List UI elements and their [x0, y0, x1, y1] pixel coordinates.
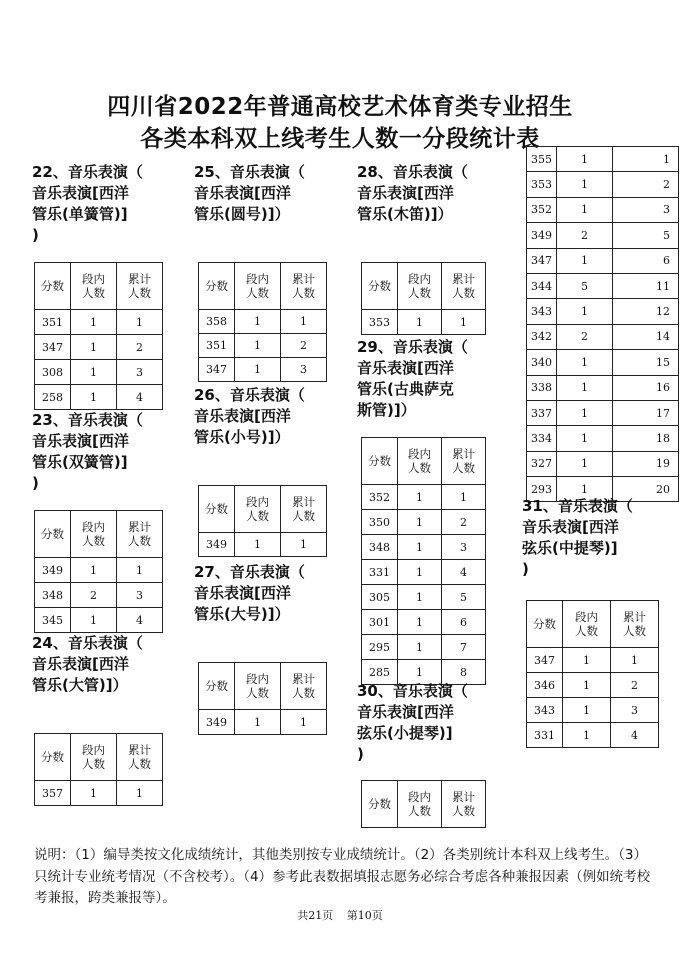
- section-heading-s27: [194, 562, 305, 625]
- section-heading-line: 24、音乐表演（: [32, 634, 143, 652]
- section-heading-line: 音乐表演[西洋: [522, 518, 619, 536]
- score-cell: 331: [527, 723, 563, 748]
- cumulative-count-cell: 2: [613, 172, 679, 197]
- table-row: [527, 248, 679, 273]
- table-row: [527, 426, 679, 451]
- cumulative-count-cell: 1: [117, 558, 163, 583]
- cumulative-count-cell: 6: [613, 248, 679, 273]
- segment-count-cell: 1: [398, 585, 442, 610]
- segment-count-cell: 1: [398, 635, 442, 660]
- cumulative-count-cell: 1: [442, 310, 486, 335]
- cumulative-count-cell: 1: [117, 781, 163, 806]
- section-heading-line: 音乐表演[西洋: [194, 184, 291, 202]
- table-row: [362, 310, 486, 335]
- segment-count-cell: 5: [557, 273, 613, 298]
- table-row: [199, 533, 327, 557]
- header-score: 分数: [35, 263, 71, 310]
- cumulative-count-cell: 1: [442, 485, 486, 510]
- score-cell: 353: [527, 172, 557, 197]
- table-row: [527, 223, 679, 248]
- table-row: [527, 400, 679, 425]
- segment-count-cell: 1: [557, 451, 613, 476]
- table-header-row: [35, 734, 163, 781]
- header-segment: 段内 人数: [398, 263, 442, 310]
- page-number: [0, 907, 680, 923]
- table-header-row: [199, 663, 327, 710]
- score-cell: 348: [35, 583, 71, 608]
- section-heading-line: 23、音乐表演（: [32, 411, 143, 429]
- section-heading-line: ): [357, 745, 364, 763]
- section-heading-line: 31、音乐表演（: [522, 497, 633, 515]
- header-score: 分数: [362, 263, 398, 310]
- table-row: [35, 608, 163, 633]
- cumulative-count-cell: 18: [613, 426, 679, 451]
- score-table-s28: [361, 262, 486, 335]
- cumulative-count-cell: 3: [613, 197, 679, 222]
- cumulative-count-cell: 5: [613, 223, 679, 248]
- cumulative-count-cell: 16: [613, 375, 679, 400]
- header-cumulative: 累计 人数: [117, 734, 163, 781]
- table-row: [527, 147, 679, 172]
- segment-count-cell: 1: [235, 310, 281, 334]
- section-heading-s31: [522, 496, 633, 580]
- section-heading-s23: [32, 410, 143, 494]
- table-row: [527, 723, 659, 748]
- score-cell: 358: [199, 310, 235, 334]
- segment-count-cell: 1: [398, 310, 442, 335]
- segment-count-cell: 1: [235, 533, 281, 557]
- score-cell: 340: [527, 350, 557, 375]
- segment-count-cell: 1: [398, 560, 442, 585]
- score-cell: 293: [527, 477, 557, 502]
- segment-count-cell: 1: [563, 698, 611, 723]
- cumulative-count-cell: 3: [281, 358, 327, 382]
- segment-count-cell: 1: [557, 375, 613, 400]
- footnote: 说明：（1）编导类按文化成绩统计，其他类别按专业成绩统计。（2）各类别统计本科双上线考生。（3）只统计专业统考情况（不含校考）。（4）参考此表数据填报志愿务必综合考虑各种兼报因素（例如统考校考兼报，跨类兼报等）。: [34, 847, 651, 906]
- table-header-row: [527, 601, 659, 648]
- segment-count-cell: 1: [557, 172, 613, 197]
- table-row: [35, 335, 163, 360]
- table-header-row: [362, 781, 486, 828]
- header-cumulative: 累计 人数: [442, 438, 486, 485]
- cumulative-count-cell: 3: [442, 535, 486, 560]
- table-row: [527, 375, 679, 400]
- cumulative-count-cell: 4: [442, 560, 486, 585]
- table-row: [35, 360, 163, 385]
- score-table-s23: [34, 510, 163, 633]
- score-cell: 352: [527, 197, 557, 222]
- table-header-row: [35, 263, 163, 310]
- section-heading-line: 管乐(大号)]）: [194, 605, 290, 623]
- table-header-row: [362, 263, 486, 310]
- section-heading-line: 管乐(双簧管)]: [32, 453, 128, 471]
- header-score: 分数: [199, 486, 235, 533]
- section-heading-line: 28、音乐表演（: [357, 163, 468, 181]
- segment-count-cell: 1: [557, 248, 613, 273]
- header-cumulative: 累计 人数: [117, 263, 163, 310]
- score-table-s26: [198, 485, 327, 557]
- section-heading-line: 管乐(圆号)]）: [194, 205, 290, 223]
- section-heading-line: 弦乐(中提琴)]: [522, 539, 618, 557]
- table-row: [199, 710, 327, 735]
- section-heading-line: 25、音乐表演（: [194, 163, 305, 181]
- segment-count-cell: 1: [557, 299, 613, 324]
- header-cumulative: 累计 人数: [442, 263, 486, 310]
- score-cell: 305: [362, 585, 398, 610]
- section-heading-s26: [194, 385, 305, 448]
- segment-count-cell: 1: [398, 510, 442, 535]
- header-score: 分数: [199, 663, 235, 710]
- segment-count-cell: 1: [557, 477, 613, 502]
- section-heading-line: ): [32, 226, 39, 244]
- score-table-s24: [34, 733, 163, 806]
- table-row: [35, 583, 163, 608]
- table-row: [362, 560, 486, 585]
- table-row: [527, 197, 679, 222]
- score-cell: 349: [199, 710, 235, 735]
- section-heading-s22: [32, 162, 143, 246]
- score-cell: 342: [527, 324, 557, 349]
- score-cell: 258: [35, 385, 71, 410]
- segment-count-cell: 1: [398, 485, 442, 510]
- score-cell: 344: [527, 273, 557, 298]
- table-row: [199, 334, 327, 358]
- cumulative-count-cell: 1: [281, 310, 327, 334]
- score-cell: 334: [527, 426, 557, 451]
- cumulative-count-cell: 5: [442, 585, 486, 610]
- section-heading-s25: [194, 162, 305, 225]
- cumulative-count-cell: 17: [613, 400, 679, 425]
- table-row: [362, 510, 486, 535]
- header-segment: 段内 人数: [71, 263, 117, 310]
- score-table-s27: [198, 662, 327, 735]
- score-cell: 308: [35, 360, 71, 385]
- section-heading-s28: [357, 162, 468, 225]
- score-table-s30: [361, 780, 486, 828]
- section-heading-line: 音乐表演[西洋: [32, 655, 129, 673]
- section-heading-line: 26、音乐表演（: [194, 386, 305, 404]
- cumulative-count-cell: 8: [442, 660, 486, 685]
- segment-count-cell: 2: [557, 324, 613, 349]
- table-row: [527, 698, 659, 723]
- section-heading-line: 29、音乐表演（: [357, 338, 468, 356]
- segment-count-cell: 1: [557, 350, 613, 375]
- section-heading-s30: [357, 681, 468, 765]
- score-cell: 357: [35, 781, 71, 806]
- cumulative-count-cell: 1: [611, 648, 659, 673]
- table-row: [199, 310, 327, 334]
- score-table-s31: [526, 600, 659, 748]
- page-total: 共21页: [297, 909, 334, 922]
- table-row: [362, 485, 486, 510]
- table-row: [527, 648, 659, 673]
- table-row: [35, 385, 163, 410]
- header-cumulative: 累计 人数: [611, 601, 659, 648]
- segment-count-cell: 1: [563, 723, 611, 748]
- cumulative-count-cell: 12: [613, 299, 679, 324]
- header-score: 分数: [199, 263, 235, 310]
- cumulative-count-cell: 1: [117, 310, 163, 335]
- section-heading-line: 音乐表演[西洋: [357, 703, 454, 721]
- section-heading-line: 30、音乐表演（: [357, 682, 468, 700]
- header-score: 分数: [527, 601, 563, 648]
- score-cell: 285: [362, 660, 398, 685]
- segment-count-cell: 2: [71, 583, 117, 608]
- segment-count-cell: 1: [235, 334, 281, 358]
- header-segment: 段内 人数: [235, 486, 281, 533]
- header-segment: 段内 人数: [71, 734, 117, 781]
- score-cell: 327: [527, 451, 557, 476]
- segment-count-cell: 1: [557, 197, 613, 222]
- cumulative-count-cell: 2: [117, 335, 163, 360]
- table-row: [362, 610, 486, 635]
- score-table-s22: [34, 262, 163, 410]
- cumulative-count-cell: 14: [613, 324, 679, 349]
- segment-count-cell: 1: [563, 648, 611, 673]
- score-table-s30cont: [526, 146, 679, 502]
- score-cell: 351: [199, 334, 235, 358]
- header-cumulative: 累计 人数: [281, 663, 327, 710]
- score-cell: 345: [35, 608, 71, 633]
- section-heading-line: 音乐表演[西洋: [32, 432, 129, 450]
- cumulative-count-cell: 11: [613, 273, 679, 298]
- table-row: [35, 310, 163, 335]
- table-header-row: [362, 438, 486, 485]
- section-heading-line: 音乐表演[西洋: [357, 184, 454, 202]
- table-row: [527, 324, 679, 349]
- score-cell: 352: [362, 485, 398, 510]
- table-header-row: [199, 486, 327, 533]
- table-row: [35, 781, 163, 806]
- section-heading-line: 音乐表演[西洋: [32, 184, 129, 202]
- score-table-s25: [198, 262, 327, 382]
- header-cumulative: 累计 人数: [281, 486, 327, 533]
- segment-count-cell: 1: [71, 310, 117, 335]
- cumulative-count-cell: 20: [613, 477, 679, 502]
- score-cell: 343: [527, 698, 563, 723]
- score-cell: 347: [199, 358, 235, 382]
- segment-count-cell: 1: [71, 608, 117, 633]
- segment-count-cell: 1: [71, 781, 117, 806]
- segment-count-cell: 1: [71, 558, 117, 583]
- section-heading-line: ): [522, 560, 529, 578]
- score-cell: 348: [362, 535, 398, 560]
- header-score: 分数: [35, 734, 71, 781]
- section-heading-line: ): [32, 474, 39, 492]
- header-segment: 段内 人数: [235, 263, 281, 310]
- score-cell: 347: [527, 648, 563, 673]
- header-cumulative: 累计 人数: [442, 781, 486, 828]
- segment-count-cell: 1: [398, 660, 442, 685]
- header-score: 分数: [362, 781, 398, 828]
- section-heading-line: 弦乐(小提琴)]: [357, 724, 453, 742]
- cumulative-count-cell: 15: [613, 350, 679, 375]
- section-heading-s24: [32, 633, 143, 696]
- score-cell: 347: [527, 248, 557, 273]
- score-cell: 337: [527, 400, 557, 425]
- section-heading-line: 管乐(单簧管)]: [32, 205, 128, 223]
- segment-count-cell: 1: [235, 710, 281, 735]
- table-row: [35, 558, 163, 583]
- segment-count-cell: 1: [557, 147, 613, 172]
- score-cell: 347: [35, 335, 71, 360]
- cumulative-count-cell: 6: [442, 610, 486, 635]
- cumulative-count-cell: 7: [442, 635, 486, 660]
- table-row: [527, 299, 679, 324]
- section-heading-line: 音乐表演[西洋: [194, 584, 291, 602]
- table-row: [362, 535, 486, 560]
- section-heading-line: 斯管)]）: [357, 401, 416, 419]
- table-row: [527, 273, 679, 298]
- score-cell: 343: [527, 299, 557, 324]
- table-row: [527, 172, 679, 197]
- header-cumulative: 累计 人数: [117, 511, 163, 558]
- table-row: [527, 673, 659, 698]
- table-row: [527, 350, 679, 375]
- page-title-line2: 各类本科双上线考生人数一分段统计表: [140, 126, 540, 152]
- header-score: 分数: [35, 511, 71, 558]
- section-heading-line: 27、音乐表演（: [194, 563, 305, 581]
- cumulative-count-cell: 4: [117, 385, 163, 410]
- score-cell: 350: [362, 510, 398, 535]
- score-cell: 295: [362, 635, 398, 660]
- header-segment: 段内 人数: [563, 601, 611, 648]
- cumulative-count-cell: 4: [117, 608, 163, 633]
- score-cell: 349: [35, 558, 71, 583]
- header-segment: 段内 人数: [398, 781, 442, 828]
- segment-count-cell: 1: [563, 673, 611, 698]
- section-heading-line: 管乐(木笛)]）: [357, 205, 453, 223]
- page-title-line1: 四川省2022年普通高校艺术体育类专业招生: [107, 94, 573, 120]
- cumulative-count-cell: 2: [611, 673, 659, 698]
- score-table-s29: [361, 437, 486, 685]
- cumulative-count-cell: 1: [281, 710, 327, 735]
- table-header-row: [35, 511, 163, 558]
- table-header-row: [199, 263, 327, 310]
- score-cell: 349: [199, 533, 235, 557]
- score-cell: 346: [527, 673, 563, 698]
- segment-count-cell: 1: [557, 426, 613, 451]
- header-cumulative: 累计 人数: [281, 263, 327, 310]
- cumulative-count-cell: 2: [442, 510, 486, 535]
- cumulative-count-cell: 19: [613, 451, 679, 476]
- table-row: [362, 635, 486, 660]
- section-heading-line: 管乐(古典萨克: [357, 380, 454, 398]
- cumulative-count-cell: 4: [611, 723, 659, 748]
- segment-count-cell: 1: [71, 385, 117, 410]
- header-segment: 段内 人数: [71, 511, 117, 558]
- cumulative-count-cell: 3: [117, 583, 163, 608]
- header-score: 分数: [362, 438, 398, 485]
- section-heading-line: 音乐表演[西洋: [357, 359, 454, 377]
- score-cell: 301: [362, 610, 398, 635]
- header-segment: 段内 人数: [398, 438, 442, 485]
- segment-count-cell: 1: [71, 335, 117, 360]
- cumulative-count-cell: 1: [613, 147, 679, 172]
- section-heading-line: 音乐表演[西洋: [194, 407, 291, 425]
- cumulative-count-cell: 3: [117, 360, 163, 385]
- section-heading-line: 管乐(小号)]）: [194, 428, 290, 446]
- score-cell: 353: [362, 310, 398, 335]
- section-heading-s29: [357, 337, 468, 421]
- score-cell: 355: [527, 147, 557, 172]
- cumulative-count-cell: 3: [611, 698, 659, 723]
- score-cell: 351: [35, 310, 71, 335]
- segment-count-cell: 1: [398, 610, 442, 635]
- score-cell: 331: [362, 560, 398, 585]
- table-row: [199, 358, 327, 382]
- cumulative-count-cell: 2: [281, 334, 327, 358]
- cumulative-count-cell: 1: [281, 533, 327, 557]
- section-heading-line: 22、音乐表演（: [32, 163, 143, 181]
- score-cell: 338: [527, 375, 557, 400]
- segment-count-cell: 1: [71, 360, 117, 385]
- score-cell: 349: [527, 223, 557, 248]
- table-row: [527, 451, 679, 476]
- page-current: 第10页: [346, 909, 383, 922]
- segment-count-cell: 1: [398, 535, 442, 560]
- segment-count-cell: 2: [557, 223, 613, 248]
- segment-count-cell: 1: [235, 358, 281, 382]
- header-segment: 段内 人数: [235, 663, 281, 710]
- table-row: [362, 585, 486, 610]
- segment-count-cell: 1: [557, 400, 613, 425]
- section-heading-line: 管乐(大管)]）: [32, 676, 128, 694]
